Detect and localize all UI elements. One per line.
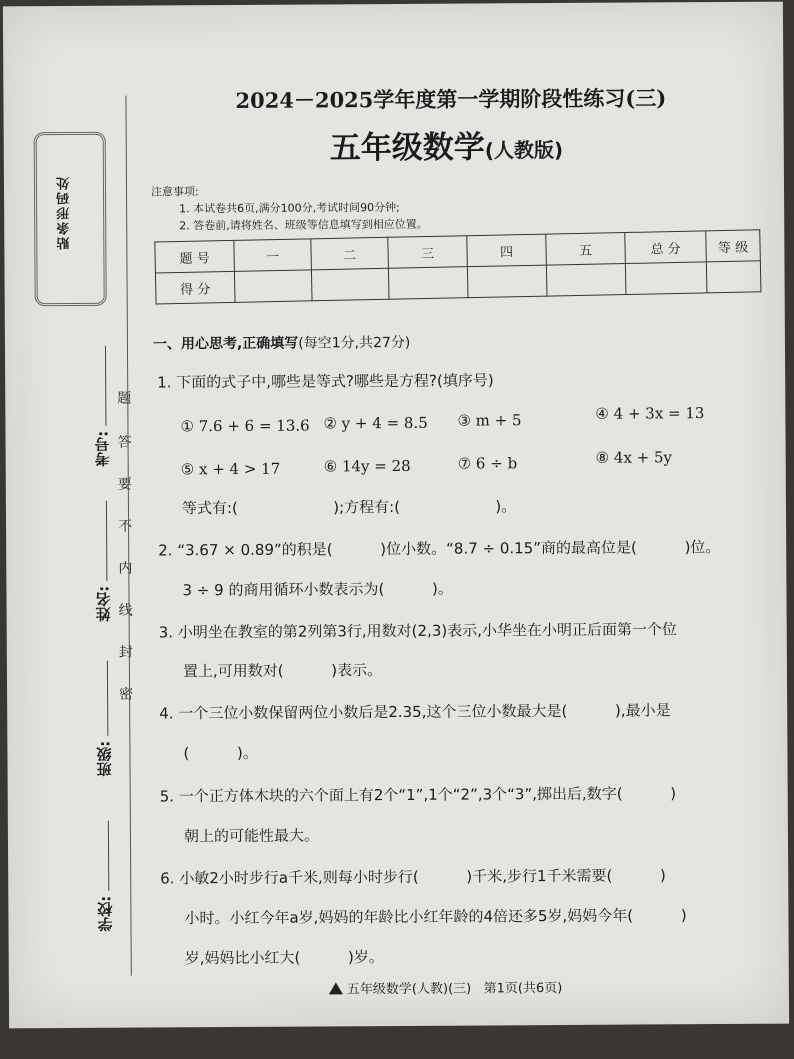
q1-option: ⑥ 14y = 28 xyxy=(323,456,411,476)
score-header-cell: 等 级 xyxy=(706,230,761,262)
seal-char: 封 xyxy=(118,644,133,661)
name-label: 姓名: xyxy=(94,585,113,622)
seal-char: 要 xyxy=(117,476,132,493)
score-cell[interactable] xyxy=(625,262,707,295)
notice-item: 2. 答卷前,请将姓名、班级等信息填写到相应位置。 xyxy=(179,217,428,233)
question-6-line2[interactable]: 小时。小红今年a岁,妈妈的年龄比小红年龄的4倍还多5岁,妈妈今年( ) xyxy=(184,906,687,928)
exam-subtitle: 2024－2025学年度第一学期阶段性练习(三) xyxy=(235,85,667,113)
notice-item: 1. 本试卷共6页,满分100分,考试时间90分钟; xyxy=(179,200,400,216)
seal-char: 线 xyxy=(118,602,133,619)
q1-option: ⑧ 4x + 5y xyxy=(595,448,673,467)
section-heading xyxy=(153,332,411,354)
question-3-line2[interactable]: 置上,可用数对( )表示。 xyxy=(182,661,383,681)
seal-char: 不 xyxy=(118,518,133,535)
exam-title-main: 五年级数学 xyxy=(329,129,485,167)
score-header-cell: 一 xyxy=(234,239,312,272)
seal-char: 题 xyxy=(117,390,132,407)
school-label: 学校: xyxy=(96,895,115,932)
notice-heading: 注意事项: xyxy=(150,185,199,199)
class-label: 班级: xyxy=(95,740,114,777)
score-table xyxy=(154,229,761,304)
seal-char: 内 xyxy=(118,560,133,577)
score-cell[interactable] xyxy=(546,264,626,297)
question-1-text: 1. 下面的式子中,哪些是等式?哪些是方程?(填序号) xyxy=(157,371,494,392)
school-line xyxy=(108,821,109,891)
question-5-line2: 朝上的可能性最大。 xyxy=(183,826,320,846)
score-header-cell: 二 xyxy=(311,237,389,270)
score-cell[interactable] xyxy=(467,265,547,298)
score-header-cell: 五 xyxy=(546,233,626,266)
score-cell[interactable] xyxy=(388,267,468,300)
score-cell[interactable] xyxy=(706,261,761,293)
section-title: 一、用心思考,正确填写 xyxy=(152,335,299,353)
question-2-line1[interactable]: 2. “3.67 × 0.89”的积是( )位小数。“8.7 ÷ 0.15”商的最高位是( )位。 xyxy=(158,538,721,560)
q1-option: ⑤ x + 4 > 17 xyxy=(180,459,281,479)
section-note: (每空1分,共27分) xyxy=(298,334,411,352)
notice-block xyxy=(151,182,428,235)
q1-answer-line[interactable]: 等式有:( );方程有:( )。 xyxy=(181,497,517,518)
q1-option: ③ m + 5 xyxy=(457,411,522,430)
exam-title-edition: (人教版) xyxy=(484,137,564,163)
score-header-cell: 四 xyxy=(467,234,547,267)
class-line xyxy=(107,661,108,736)
q1-option: ② y + 4 = 8.5 xyxy=(323,413,428,433)
score-header-cell: 三 xyxy=(388,236,468,269)
barcode-label: 贴条形码处 xyxy=(56,174,73,251)
q1-option: ⑦ 6 ÷ b xyxy=(457,454,518,473)
question-5-line1[interactable]: 5. 一个正方体木块的六个面上有2个“1”,1个“2”,3个“3”,掷出后,数字( ) xyxy=(159,784,677,806)
question-4-line2[interactable]: ( )。 xyxy=(183,743,258,763)
name-line xyxy=(106,501,107,581)
score-row-label: 得 分 xyxy=(155,271,235,304)
score-header-cell: 总 分 xyxy=(625,231,707,264)
footer-text: 五年级数学(人教)(三) 第1页(共6页) xyxy=(346,980,563,998)
q1-option: ④ 4 + 3x = 13 xyxy=(595,404,705,423)
question-6-line3[interactable]: 岁,妈妈比小红大( )岁。 xyxy=(184,948,384,968)
exam-no-label: 考号: xyxy=(93,430,112,467)
publisher-logo-icon xyxy=(329,982,343,994)
question-4-line1[interactable]: 4. 一个三位小数保留两位小数后是2.35,这个三位小数最大是( ),最小是 xyxy=(159,701,671,723)
question-6-line1[interactable]: 6. 小敏2小时步行a千米,则每小时步行( )千米,步行1千米需要( ) xyxy=(160,866,666,888)
seal-char: 答 xyxy=(117,434,132,451)
seal-char: 密 xyxy=(119,686,134,703)
exam-paper xyxy=(3,2,789,1029)
q1-option: ① 7.6 + 6 = 13.6 xyxy=(180,416,310,436)
barcode-area xyxy=(34,132,107,306)
score-cell[interactable] xyxy=(234,270,312,303)
exam-no-line xyxy=(105,346,106,426)
question-2-line2[interactable]: 3 ÷ 9 的商用循环小数表示为( )。 xyxy=(182,579,453,600)
score-cell[interactable] xyxy=(311,268,389,301)
question-3-line1: 3. 小明坐在教室的第2列第3行,用数对(2,3)表示,小华坐在小明正后面第一个位 xyxy=(158,620,678,642)
page-footer xyxy=(329,977,562,997)
exam-title xyxy=(330,121,564,167)
score-header-cell: 题 号 xyxy=(155,240,235,273)
